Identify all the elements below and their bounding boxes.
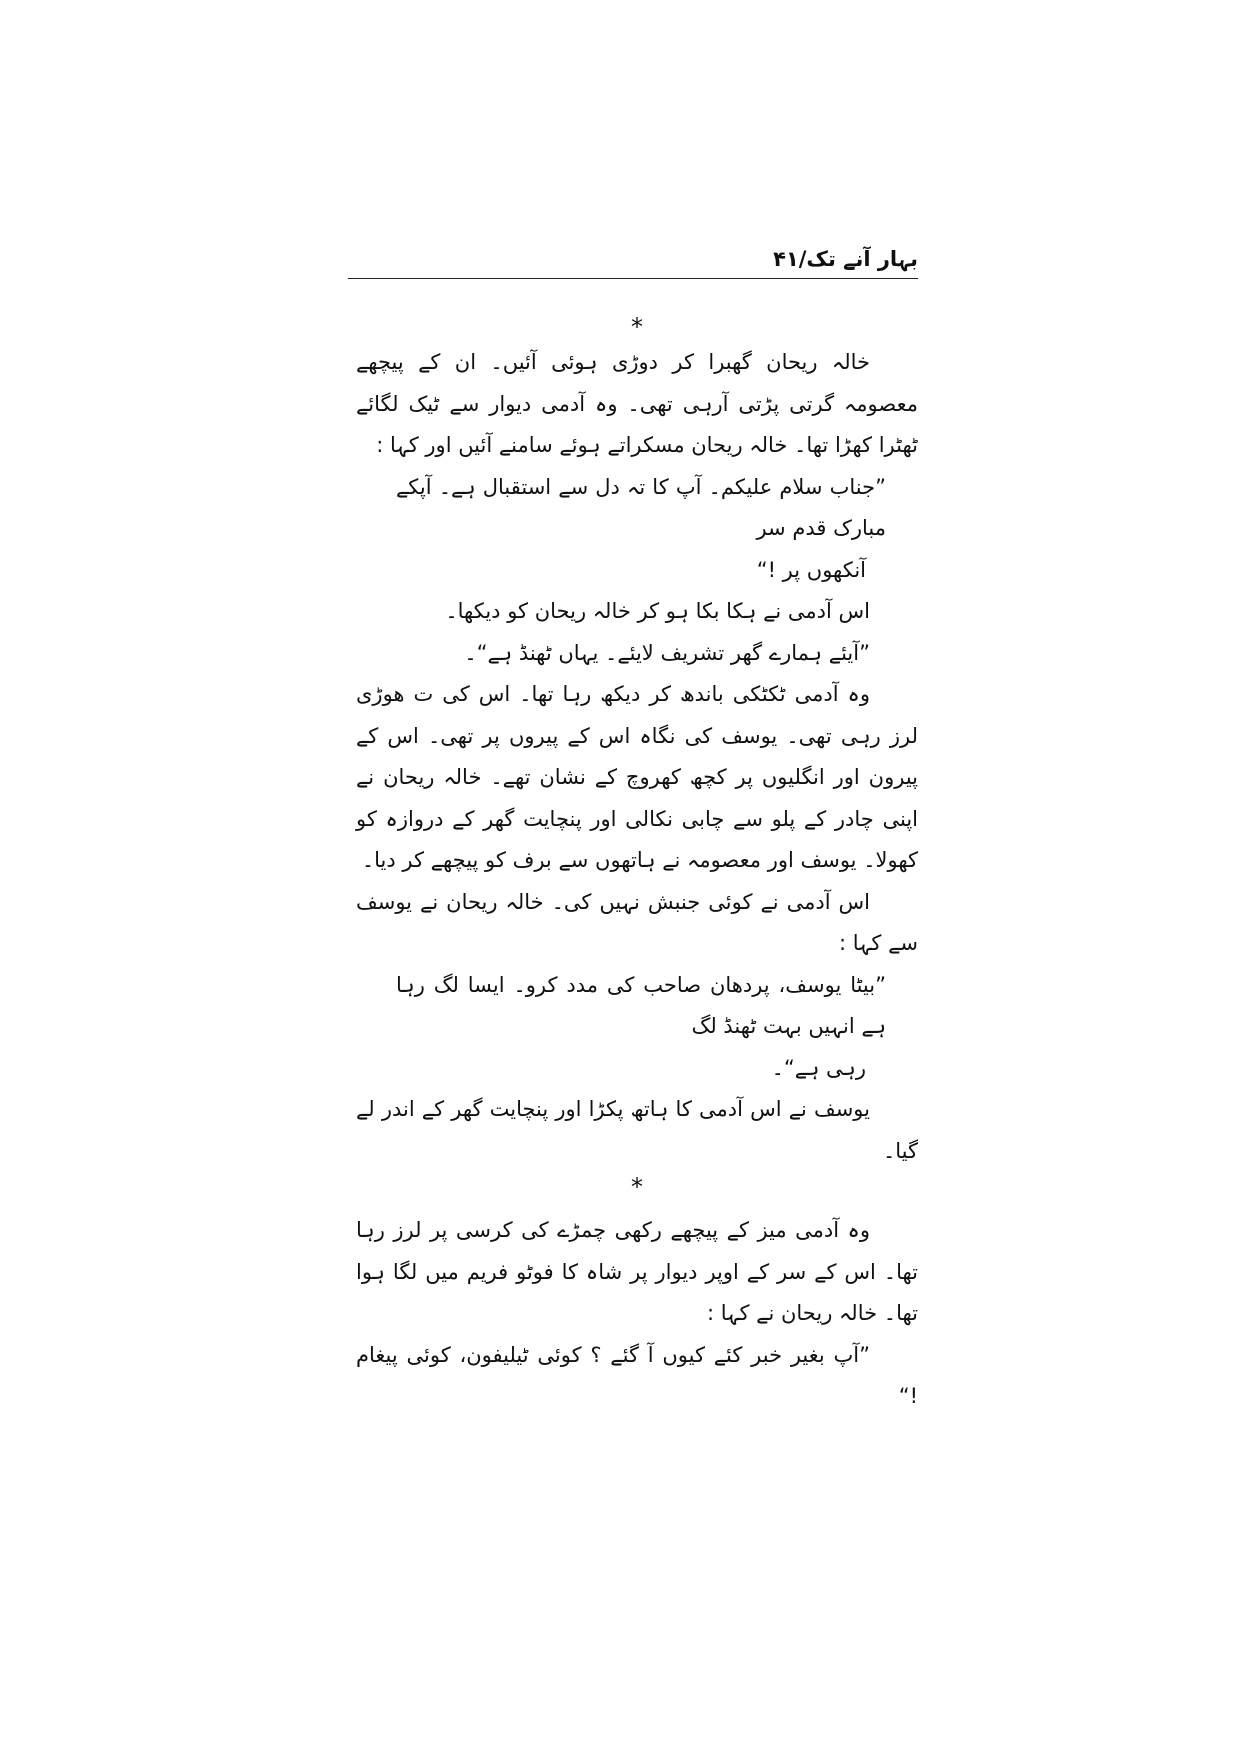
paragraph: اس آدمی نے ہکا بکا ہو کر خالہ ریحان کو دیکھا۔ <box>445 599 870 623</box>
quote-line: ”بیٹا یوسف، پردھان صاحب کی مدد کرو۔ ایسا لگ رہا ہے انہیں بہت ٹھنڈ لگ <box>396 972 886 1038</box>
quote-line-continued: رہی ہے“۔ <box>771 1055 866 1080</box>
running-head: بہار آنے تک/۴۱ <box>773 247 918 271</box>
quote-line: ”جناب سلام علیکم۔ آپ کا تہ دل سے استقبال ہے۔ آپکے مبارک قدم سر <box>396 474 886 540</box>
separator-gap <box>356 1202 918 1210</box>
section-separator: * <box>631 1173 643 1201</box>
section-separator: * <box>631 313 643 341</box>
paragraph: وہ آدمی ٹکٹکی باندھ کر دیکھ رہا تھا۔ اس کی ت ھوڑی لرز رہی تھی۔ یوسف کی نگاہ اس کے پیروں پر تھی۔ اس کے پیرون اور انگلیوں پر کچھ کھروچ کے نشان تھے۔ خالہ ریحان نے اپنی چادر کے پلو سے چابی نکالی اور پنچایت گھر کے دروازہ کو کھولا۔ یوسف اور معصومہ نے ہاتھوں سے برف کو پیچھے کر دیا۔ <box>356 682 918 872</box>
text-block <box>356 312 918 1418</box>
quote-line-continued: آنکھوں پر !“ <box>756 557 866 582</box>
dialogue-line: ”آپ بغیر خبر کئے کیوں آ گئے ؟ کوئی ٹیلیفون، کوئی پیغام !“ <box>356 1342 918 1408</box>
paragraph: خالہ ریحان گھبرا کر دوڑی ہوئی آئیں۔ ان کے پیچھے معصومہ گرتی پڑتی آرہی تھی۔ وہ آدمی دیوار سے ٹیک لگائے ٹھٹرا کھڑا تھا۔ خالہ ریحان مسکراتے ہوئے سامنے آئیں اور کہا : <box>356 350 918 457</box>
dialogue-quote <box>356 965 918 1090</box>
paragraph: یوسف نے اس آدمی کا ہاتھ پکڑا اور پنچایت گھر کے اندر لے گیا۔ <box>356 1097 918 1163</box>
dialogue-line: ”آیئے ہمارے گھر تشریف لایئے۔ یہاں ٹھنڈ ہے“۔ <box>464 640 870 665</box>
header-rule <box>348 278 918 279</box>
dialogue-quote <box>356 467 918 592</box>
paragraph: وہ آدمی میز کے پیچھے رکھی چمڑے کی کرسی پر لرز رہا تھا۔ اس کے سر کے اوپر دیوار پر شاہ کا فوٹو فریم میں لگا ہوا تھا۔ خالہ ریحان نے کہا : <box>356 1218 918 1325</box>
paragraph: اس آدمی نے کوئی جنبش نہیں کی۔ خالہ ریحان نے یوسف سے کہا : <box>356 889 918 955</box>
